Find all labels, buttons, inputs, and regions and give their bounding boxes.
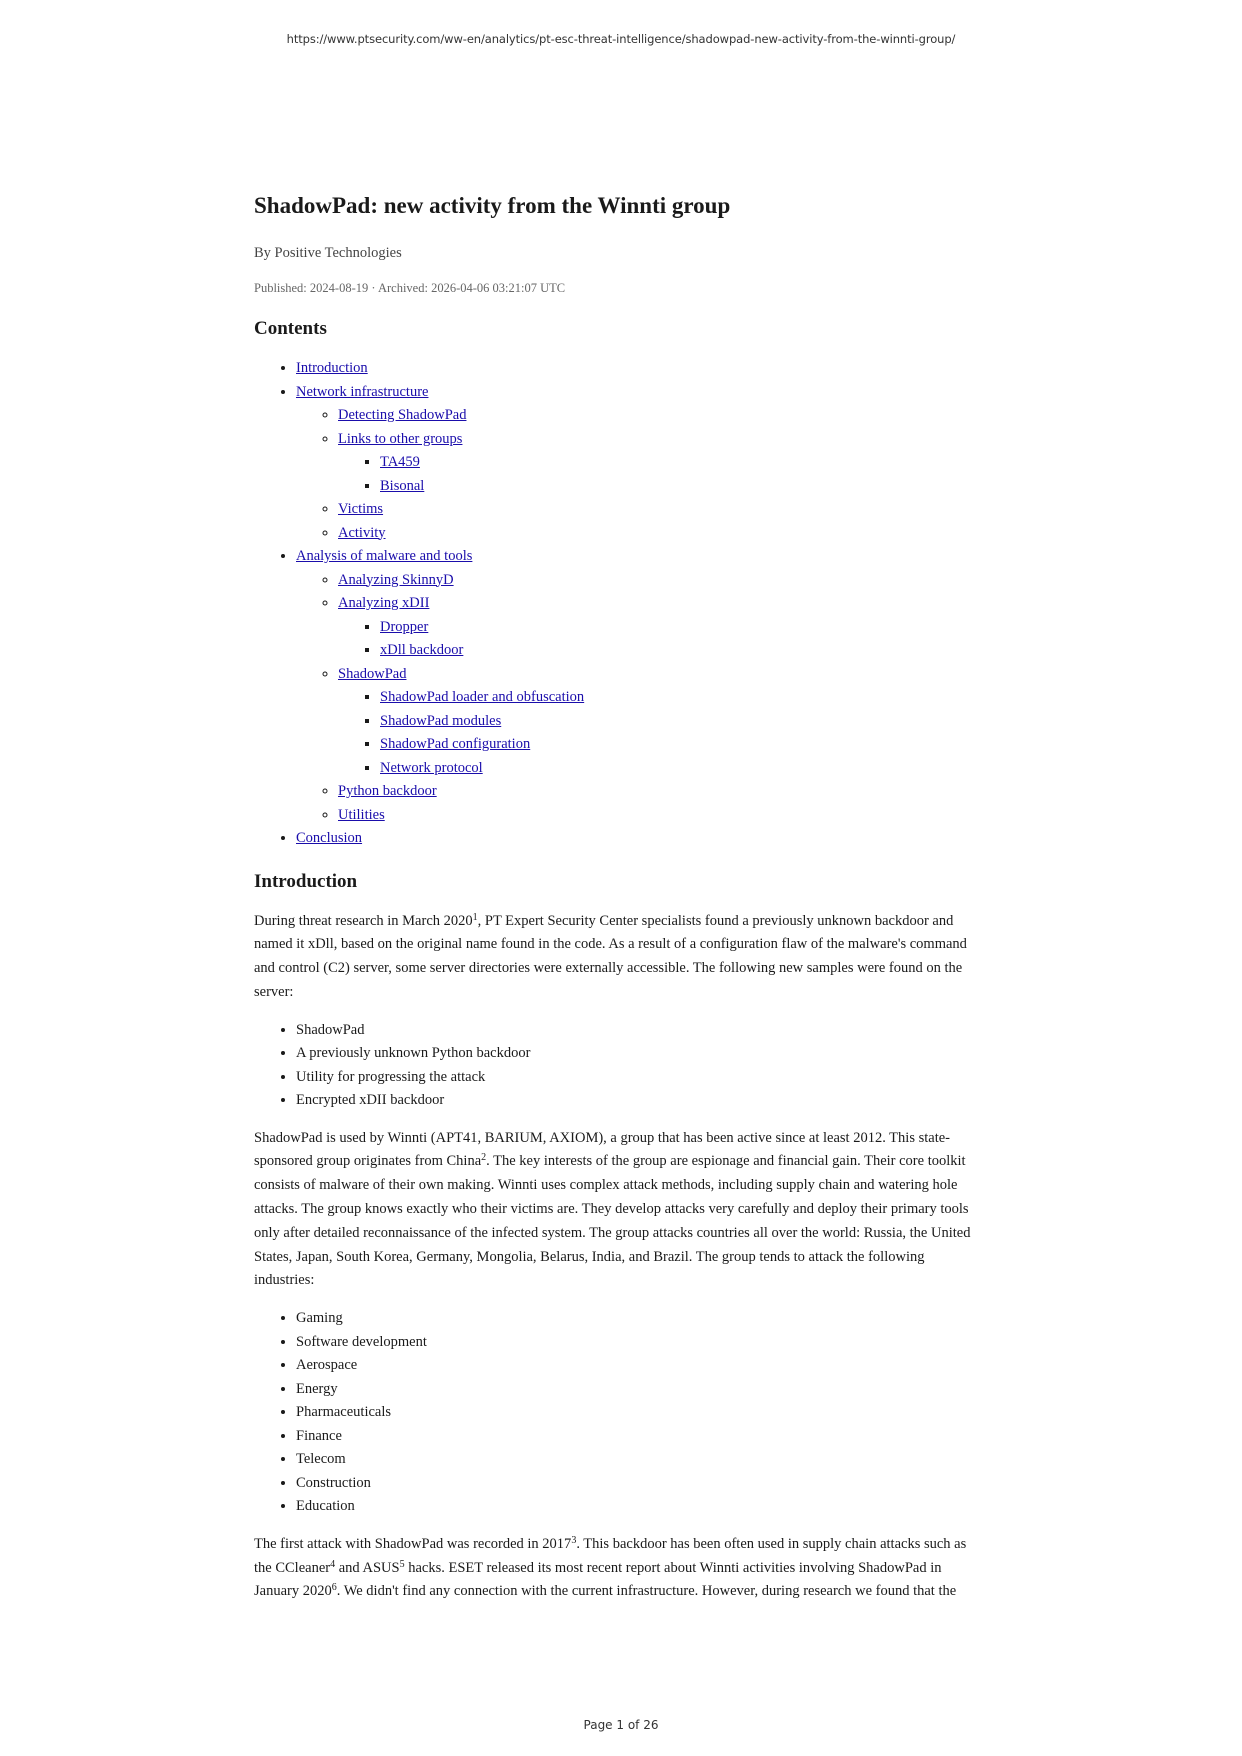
intro-paragraph-1: During threat research in March 2020$^1$, PT Expert Security Center specialists found a previously unknown backdoor and named it xDll, based on the original name found in the code. As a result of a configuration flaw of the malware's command and control (C2) server, some server directories were externally accessible. The following new samples were found on the server: xyxy=(254,911,967,1000)
intro-paragraph-3: The first attack with ShadowPad was recorded in 2017$^3$. This backdoor has been often used in supply chain attacks such as the CCleaner$^4$ and ASUS$^5$ hacks. ESET released its most recent report about Winnti activities involving ShadowPad in January 2020$^6$. We didn't find any connection with the current infrastructure. However, during research we found that the xyxy=(254,1534,967,1600)
toc-item xyxy=(296,381,986,546)
toc-item xyxy=(338,592,986,663)
toc-link-shadowpad-loader[interactable]: ShadowPad loader and obfuscation xyxy=(380,689,585,705)
toc-item xyxy=(338,780,986,804)
list-item: • Aerospace xyxy=(296,1354,986,1378)
toc-item xyxy=(338,498,986,522)
samples-list xyxy=(254,1019,986,1113)
toc-link-activity[interactable]: Activity xyxy=(338,524,386,541)
toc-item xyxy=(338,522,986,546)
toc-item xyxy=(380,757,986,781)
list-item: • Gaming xyxy=(296,1307,986,1331)
footnote-ref[interactable]: 2 xyxy=(481,1152,487,1164)
list-item: • Finance xyxy=(296,1425,986,1449)
list-item: • Telecom xyxy=(296,1448,986,1472)
toc-link-dropper[interactable]: Dropper xyxy=(380,618,429,635)
list-item: • ShadowPad xyxy=(296,1019,986,1043)
toc-link-analysis[interactable]: Analysis of malware and tools xyxy=(296,548,473,564)
table-of-contents xyxy=(254,357,986,851)
footnote-ref[interactable]: 1 xyxy=(472,911,478,923)
toc-link-utilities[interactable]: Utilities xyxy=(338,806,385,823)
byline: By Positive Technologies xyxy=(254,245,402,261)
list-item: • Software development xyxy=(296,1331,986,1355)
contents-heading: Contents xyxy=(254,318,327,339)
toc-item xyxy=(380,616,986,640)
toc-link-python-backdoor[interactable]: Python backdoor xyxy=(338,783,437,799)
toc-link-introduction[interactable]: Introduction xyxy=(296,360,368,376)
toc-link-victims[interactable]: Victims xyxy=(338,501,384,517)
page-number: Page 1 of 26 xyxy=(583,1718,659,1732)
toc-item xyxy=(296,827,986,851)
toc-link-bisonal[interactable]: Bisonal xyxy=(380,477,425,494)
introduction-heading: Introduction xyxy=(254,870,358,892)
toc-item xyxy=(296,545,986,827)
intro-paragraph-2: ShadowPad is used by Winnti (APT41, BARIUM, AXIOM), a group that has been active since at least 2012. This state-sponsored group originates from China$^2$. The key interests of the group are espionage and financial gain. Their core toolkit consists of malware of their own making. Winnti uses complex attack methods, including supply chain and watering hole attacks. The group knows exactly who their victims are. They develop attacks very carefully and deploy their primary tools only after detailed reconnaissance of the infected system. The group attacks countries all over the world: Russia, the United States, Japan, South Korea, Germany, Mongolia, Belarus, India, and Brazil. The group tends to attack the following industries: xyxy=(254,1129,971,1289)
toc-item xyxy=(380,686,986,710)
toc-item xyxy=(338,569,986,593)
toc-link-shadowpad[interactable]: ShadowPad xyxy=(338,665,407,682)
industries-list xyxy=(254,1307,986,1519)
footnote-ref[interactable]: 4 xyxy=(330,1558,336,1570)
footnote-ref[interactable]: 5 xyxy=(399,1558,405,1570)
toc-item xyxy=(380,451,986,475)
toc-link-network-infrastructure[interactable]: Network infrastructure xyxy=(296,383,429,400)
article-body xyxy=(254,188,986,1618)
toc-item xyxy=(296,357,986,381)
toc-link-network-protocol[interactable]: Network protocol xyxy=(380,759,483,776)
list-item: • Utility for progressing the attack xyxy=(296,1066,986,1090)
toc-item xyxy=(380,639,986,663)
toc-item xyxy=(338,804,986,828)
list-item: • Construction xyxy=(296,1472,986,1496)
footnote-ref[interactable]: 6 xyxy=(331,1582,337,1594)
article-title: ShadowPad: new activity from the Winnti group xyxy=(254,193,731,218)
toc-link-shadowpad-configuration[interactable]: ShadowPad configuration xyxy=(380,736,531,752)
footnote-ref[interactable]: 3 xyxy=(571,1534,577,1546)
toc-link-analyzing-skinnyd[interactable]: Analyzing SkinnyD xyxy=(338,571,454,588)
toc-link-analyzing-xdii[interactable]: Analyzing xDII xyxy=(338,595,430,611)
toc-link-links-to-other-groups[interactable]: Links to other groups xyxy=(338,430,463,447)
toc-link-ta459[interactable]: TA459 xyxy=(380,454,420,470)
toc-item xyxy=(380,733,986,757)
toc-item xyxy=(338,663,986,781)
toc-item xyxy=(338,428,986,499)
toc-item xyxy=(338,404,986,428)
toc-link-detecting-shadowpad[interactable]: Detecting ShadowPad xyxy=(338,407,467,423)
page-url: https://www.ptsecurity.com/ww-en/analytics/pt-esc-threat-intelligence/shadowpad-new-activity-from-the-winnti-group/ xyxy=(286,32,956,46)
toc-link-conclusion[interactable]: Conclusion xyxy=(296,830,363,846)
toc-link-shadowpad-modules[interactable]: ShadowPad modules xyxy=(380,712,502,729)
publication-meta: Published: 2024-08-19 · Archived: 2026-04-06 03:21:07 UTC xyxy=(254,281,566,295)
list-item: • Energy xyxy=(296,1378,986,1402)
list-item: • Pharmaceuticals xyxy=(296,1401,986,1425)
toc-item xyxy=(380,710,986,734)
list-item: • A previously unknown Python backdoor xyxy=(296,1042,986,1066)
list-item: • Education xyxy=(296,1495,986,1519)
toc-item xyxy=(380,475,986,499)
list-item: • Encrypted xDII backdoor xyxy=(296,1089,986,1113)
toc-link-xdll-backdoor[interactable]: xDll backdoor xyxy=(380,642,464,658)
